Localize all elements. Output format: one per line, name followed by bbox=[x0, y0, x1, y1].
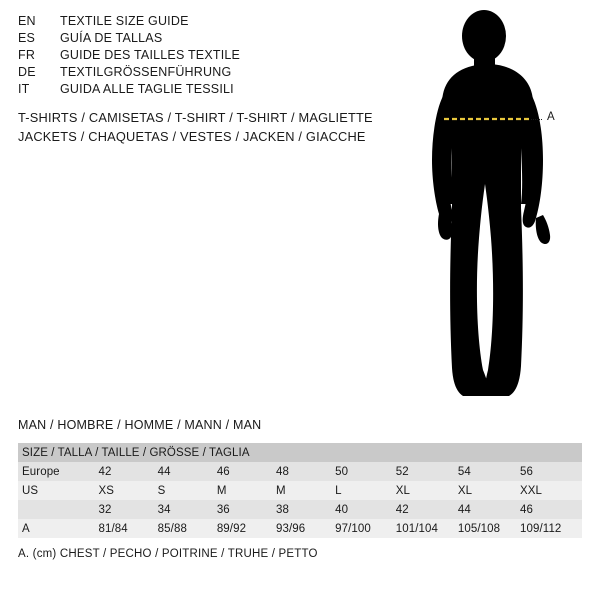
table-cell: 97/100 bbox=[335, 519, 396, 538]
language-code: IT bbox=[18, 82, 30, 96]
table-cell: M bbox=[217, 481, 276, 500]
size-table bbox=[18, 443, 582, 538]
table-row bbox=[18, 519, 582, 538]
table-header-label: SIZE / TALLA / TAILLE / GRÖSSE / TAGLIA bbox=[18, 443, 582, 462]
table-cell: 54 bbox=[458, 462, 520, 481]
language-row bbox=[18, 31, 388, 48]
table-row bbox=[18, 462, 582, 481]
row-label: US bbox=[18, 481, 99, 500]
measure-leader-line bbox=[531, 119, 542, 120]
measure-label-a: A bbox=[547, 111, 555, 123]
language-code: DE bbox=[18, 65, 36, 79]
table-cell: S bbox=[158, 481, 217, 500]
table-cell: 52 bbox=[396, 462, 458, 481]
table-cell: 34 bbox=[158, 500, 217, 519]
footnote-chest-measurement: A. (cm) CHEST / PECHO / POITRINE / TRUHE / PETTO bbox=[18, 548, 318, 560]
table-header-row bbox=[18, 443, 582, 462]
language-text: GUIDE DES TAILLES TEXTILE bbox=[60, 48, 241, 62]
table-cell: 105/108 bbox=[458, 519, 520, 538]
table-cell: 36 bbox=[217, 500, 276, 519]
table-cell: 81/84 bbox=[99, 519, 158, 538]
male-silhouette-icon bbox=[395, 8, 600, 408]
language-text: TEXTILE SIZE GUIDE bbox=[60, 14, 189, 28]
language-row bbox=[18, 48, 388, 65]
table-cell: 101/104 bbox=[396, 519, 458, 538]
language-text: TEXTILGRÖSSENFÜHRUNG bbox=[60, 65, 232, 79]
row-label bbox=[18, 500, 99, 519]
table-cell: 46 bbox=[217, 462, 276, 481]
table-cell: 32 bbox=[99, 500, 158, 519]
table-cell: 40 bbox=[335, 500, 396, 519]
table-cell: 93/96 bbox=[276, 519, 335, 538]
language-row bbox=[18, 65, 388, 82]
table-cell: 46 bbox=[520, 500, 582, 519]
table-cell: 44 bbox=[158, 462, 217, 481]
table-row bbox=[18, 481, 582, 500]
category-line-jackets: JACKETS / CHAQUETAS / VESTES / JACKEN / GIACCHE bbox=[18, 129, 366, 144]
table-cell: 38 bbox=[276, 500, 335, 519]
language-row bbox=[18, 82, 388, 99]
row-label: Europe bbox=[18, 462, 99, 481]
table-title-man: MAN / HOMBRE / HOMME / MANN / MAN bbox=[18, 418, 262, 432]
language-header-block bbox=[18, 14, 388, 99]
language-code: ES bbox=[18, 31, 36, 45]
language-row bbox=[18, 14, 388, 31]
table-cell: 89/92 bbox=[217, 519, 276, 538]
table-cell: 44 bbox=[458, 500, 520, 519]
category-line-tshirts: T-SHIRTS / CAMISETAS / T-SHIRT / T-SHIRT / MAGLIETTE bbox=[18, 110, 373, 125]
table-cell: XXL bbox=[520, 481, 582, 500]
language-text: GUIDA ALLE TAGLIE TESSILI bbox=[60, 82, 234, 96]
row-label: A bbox=[18, 519, 99, 538]
table-cell: XL bbox=[396, 481, 458, 500]
table-row bbox=[18, 500, 582, 519]
table-cell: 42 bbox=[396, 500, 458, 519]
table-cell: 42 bbox=[99, 462, 158, 481]
table-cell: XS bbox=[99, 481, 158, 500]
table-cell: 109/112 bbox=[520, 519, 582, 538]
table-cell: 50 bbox=[335, 462, 396, 481]
language-code: FR bbox=[18, 48, 36, 62]
table-cell: 85/88 bbox=[158, 519, 217, 538]
table-cell: 48 bbox=[276, 462, 335, 481]
table-cell: 56 bbox=[520, 462, 582, 481]
table-cell: M bbox=[276, 481, 335, 500]
table-cell: XL bbox=[458, 481, 520, 500]
language-code: EN bbox=[18, 14, 36, 28]
male-figure-illustration bbox=[395, 8, 600, 408]
garment-category-block bbox=[18, 110, 438, 148]
language-text: GUÍA DE TALLAS bbox=[60, 31, 163, 45]
table-cell: L bbox=[335, 481, 396, 500]
